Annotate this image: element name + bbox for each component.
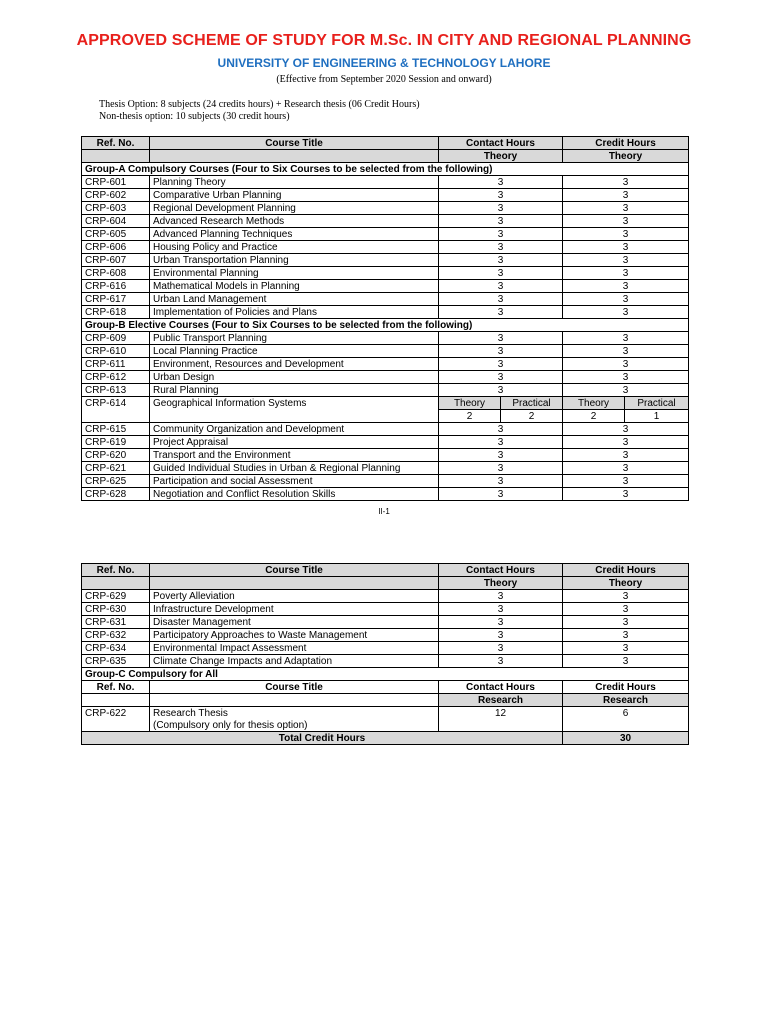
course-contact-hours: 3: [439, 423, 563, 436]
course-contact-hours: 3: [439, 371, 563, 384]
course-row: [82, 642, 689, 655]
course-title: Project Appraisal: [150, 436, 439, 449]
course-row: [82, 280, 689, 293]
course-ref: CRP-635: [82, 655, 150, 668]
course-title: Climate Change Impacts and Adaptation: [150, 655, 439, 668]
course-credit-hours: 3: [563, 189, 689, 202]
course-ref: CRP-616: [82, 280, 150, 293]
course-title: Environmental Impact Assessment: [150, 642, 439, 655]
contact-theory-value: 2: [439, 410, 501, 423]
course-contact-hours: 3: [439, 176, 563, 189]
course-row: [82, 189, 689, 202]
course-title: Urban Transportation Planning: [150, 254, 439, 267]
course-title: Planning Theory: [150, 176, 439, 189]
course-row: [82, 358, 689, 371]
credit-theory-label: Theory: [563, 397, 625, 410]
course-ref: CRP-634: [82, 642, 150, 655]
thesis-contact: 12: [439, 707, 563, 720]
course-ref: CRP-608: [82, 267, 150, 280]
course-title: Advanced Research Methods: [150, 215, 439, 228]
contact-practical-label: Practical: [501, 397, 563, 410]
header-credit-theory: Theory: [563, 150, 689, 163]
course-ref: CRP-613: [82, 384, 150, 397]
course-credit-hours: 3: [563, 590, 689, 603]
course-credit-hours: 3: [563, 384, 689, 397]
header-contact-theory: Theory: [439, 150, 563, 163]
course-ref: CRP-615: [82, 423, 150, 436]
groupc-sub-credit-research: Research: [563, 694, 689, 707]
contact-practical-value: 2: [501, 410, 563, 423]
course-ref: CRP-631: [82, 616, 150, 629]
course-ref: CRP-611: [82, 358, 150, 371]
thesis-note-blank-contact: [439, 719, 563, 732]
credit-practical-value: 1: [625, 410, 689, 423]
header-contact-hours: Contact Hours: [439, 137, 563, 150]
course-ref: CRP-614: [82, 397, 150, 410]
course-credit-hours: 3: [563, 215, 689, 228]
course-credit-hours: 3: [563, 202, 689, 215]
course-ref: CRP-628: [82, 488, 150, 501]
course-row: [82, 332, 689, 345]
course-row: [82, 254, 689, 267]
course-title: Guided Individual Studies in Urban & Regional Planning: [150, 462, 439, 475]
thesis-option-text: Thesis Option: 8 subjects (24 credits hours) + Research thesis (06 Credit Hours): [99, 99, 420, 110]
course-row: [82, 293, 689, 306]
courses-table-1: [81, 136, 689, 501]
course-credit-hours: 3: [563, 280, 689, 293]
course-title: Advanced Planning Techniques: [150, 228, 439, 241]
groupc-sub-blank-title: [150, 694, 439, 707]
course-contact-hours: 3: [439, 655, 563, 668]
course-title: Regional Development Planning: [150, 202, 439, 215]
course-row: [82, 306, 689, 319]
course-title: Local Planning Practice: [150, 345, 439, 358]
header-title-blank: [150, 150, 439, 163]
course-ref: CRP-605: [82, 228, 150, 241]
course-title: Poverty Alleviation: [150, 590, 439, 603]
course-row: [82, 475, 689, 488]
groupc-sub-blank-ref: [82, 694, 150, 707]
course-row: [82, 267, 689, 280]
course-title: Environmental Planning: [150, 267, 439, 280]
course-credit-hours: 3: [563, 629, 689, 642]
course-row: [82, 176, 689, 189]
header-ref-blank: [82, 150, 150, 163]
groupc-header-ref: Ref. No.: [82, 681, 150, 694]
course-row: [82, 436, 689, 449]
course-row: [82, 462, 689, 475]
course-credit-hours: 3: [563, 449, 689, 462]
course-credit-hours: 3: [563, 332, 689, 345]
group-a-heading: Group-A Compulsory Courses (Four to Six Courses to be selected from the following): [82, 163, 563, 176]
course-contact-hours: 3: [439, 462, 563, 475]
course-contact-hours: 3: [439, 228, 563, 241]
split-blank-title: [150, 410, 439, 423]
header-title: Course Title: [150, 137, 439, 150]
course-ref: CRP-612: [82, 371, 150, 384]
total-credit-value: 30: [563, 732, 689, 745]
course-contact-hours: 3: [439, 590, 563, 603]
course-title: Participatory Approaches to Waste Management: [150, 629, 439, 642]
group-c-heading-filler: [563, 668, 689, 681]
page-number: II-1: [378, 507, 390, 516]
course-row: [82, 603, 689, 616]
course-row: [82, 202, 689, 215]
course-title: Implementation of Policies and Plans: [150, 306, 439, 319]
course-row: [82, 488, 689, 501]
group-b-heading: Group-B Elective Courses (Four to Six Courses to be selected from the following): [82, 319, 563, 332]
course-ref: CRP-607: [82, 254, 150, 267]
course-row: [82, 423, 689, 436]
course-contact-hours: 3: [439, 384, 563, 397]
course-ref: CRP-606: [82, 241, 150, 254]
course-credit-hours: 3: [563, 642, 689, 655]
groupc-header-contact: Contact Hours: [439, 681, 563, 694]
course-contact-hours: 3: [439, 345, 563, 358]
course-contact-hours: 3: [439, 306, 563, 319]
course-ref: CRP-602: [82, 189, 150, 202]
course-credit-hours: 3: [563, 254, 689, 267]
course-title: Rural Planning: [150, 384, 439, 397]
course-contact-hours: 3: [439, 189, 563, 202]
course-ref: CRP-620: [82, 449, 150, 462]
course-title: Community Organization and Development: [150, 423, 439, 436]
groupc-sub-contact-research: Research: [439, 694, 563, 707]
course-contact-hours: 3: [439, 488, 563, 501]
course-contact-hours: 3: [439, 358, 563, 371]
course-row: [82, 371, 689, 384]
course-credit-hours: 3: [563, 176, 689, 189]
groupc-header-title: Course Title: [150, 681, 439, 694]
course-contact-hours: 3: [439, 629, 563, 642]
course-credit-hours: 3: [563, 228, 689, 241]
course-ref: CRP-619: [82, 436, 150, 449]
university-name: UNIVERSITY OF ENGINEERING & TECHNOLOGY LAHORE: [217, 56, 551, 70]
course-contact-hours: 3: [439, 436, 563, 449]
course-ref: CRP-610: [82, 345, 150, 358]
course-ref: CRP-632: [82, 629, 150, 642]
header-credit-theory: Theory: [563, 577, 689, 590]
course-credit-hours: 3: [563, 488, 689, 501]
course-row: [82, 655, 689, 668]
header-ref: Ref. No.: [82, 137, 150, 150]
course-contact-hours: 3: [439, 254, 563, 267]
thesis-note: (Compulsory only for thesis option): [150, 719, 439, 732]
groupc-header-credit: Credit Hours: [563, 681, 689, 694]
course-contact-hours: 3: [439, 241, 563, 254]
header-ref: Ref. No.: [82, 564, 150, 577]
thesis-ref: CRP-622: [82, 707, 150, 720]
course-ref: CRP-617: [82, 293, 150, 306]
course-contact-hours: 3: [439, 267, 563, 280]
credit-practical-label: Practical: [625, 397, 689, 410]
course-row-split-values: [82, 410, 689, 423]
course-contact-hours: 3: [439, 332, 563, 345]
course-ref: CRP-625: [82, 475, 150, 488]
header-title: Course Title: [150, 564, 439, 577]
courses-table-2: [81, 563, 689, 745]
course-title: Participation and social Assessment: [150, 475, 439, 488]
course-title: Mathematical Models in Planning: [150, 280, 439, 293]
course-title: Urban Design: [150, 371, 439, 384]
course-credit-hours: 3: [563, 603, 689, 616]
course-ref: CRP-630: [82, 603, 150, 616]
course-row: [82, 228, 689, 241]
split-blank-ref: [82, 410, 150, 423]
course-ref: CRP-609: [82, 332, 150, 345]
course-contact-hours: 3: [439, 215, 563, 228]
course-credit-hours: 3: [563, 655, 689, 668]
course-title: Environment, Resources and Development: [150, 358, 439, 371]
credit-theory-value: 2: [563, 410, 625, 423]
thesis-note-blank-credit: [563, 719, 689, 732]
course-credit-hours: 3: [563, 345, 689, 358]
course-contact-hours: 3: [439, 280, 563, 293]
course-credit-hours: 3: [563, 358, 689, 371]
course-credit-hours: 3: [563, 371, 689, 384]
group-c-heading: Group-C Compulsory for All: [82, 668, 563, 681]
course-ref: CRP-604: [82, 215, 150, 228]
course-ref: CRP-621: [82, 462, 150, 475]
course-contact-hours: 3: [439, 475, 563, 488]
header-ref-blank: [82, 577, 150, 590]
document-title: APPROVED SCHEME OF STUDY FOR M.Sc. IN CITY AND REGIONAL PLANNING: [76, 32, 692, 49]
course-row: [82, 616, 689, 629]
header-credit-hours: Credit Hours: [563, 564, 689, 577]
course-contact-hours: 3: [439, 449, 563, 462]
header-title-blank: [150, 577, 439, 590]
course-credit-hours: 3: [563, 241, 689, 254]
course-contact-hours: 3: [439, 202, 563, 215]
course-title: Disaster Management: [150, 616, 439, 629]
course-contact-hours: 3: [439, 642, 563, 655]
course-contact-hours: 3: [439, 293, 563, 306]
nonthesis-option-text: Non-thesis option: 10 subjects (30 credit hours): [99, 111, 290, 122]
course-row: [82, 449, 689, 462]
course-contact-hours: 3: [439, 603, 563, 616]
course-contact-hours: 3: [439, 616, 563, 629]
course-title: Urban Land Management: [150, 293, 439, 306]
course-credit-hours: 3: [563, 462, 689, 475]
course-title: Housing Policy and Practice: [150, 241, 439, 254]
total-credit-label: Total Credit Hours: [82, 732, 563, 745]
course-row: [82, 590, 689, 603]
course-ref: CRP-629: [82, 590, 150, 603]
course-row: [82, 241, 689, 254]
thesis-note-blank-ref: [82, 719, 150, 732]
group-b-heading-filler: [563, 319, 689, 332]
course-title: Transport and the Environment: [150, 449, 439, 462]
course-row: [82, 345, 689, 358]
contact-theory-label: Theory: [439, 397, 501, 410]
course-credit-hours: 3: [563, 306, 689, 319]
course-credit-hours: 3: [563, 616, 689, 629]
header-contact-hours: Contact Hours: [439, 564, 563, 577]
course-credit-hours: 3: [563, 436, 689, 449]
course-credit-hours: 3: [563, 475, 689, 488]
course-title: Negotiation and Conflict Resolution Skills: [150, 488, 439, 501]
thesis-title: Research Thesis: [150, 707, 439, 720]
thesis-credit: 6: [563, 707, 689, 720]
course-credit-hours: 3: [563, 267, 689, 280]
course-row: [82, 629, 689, 642]
course-row-split: [82, 397, 689, 410]
effective-note: (Effective from September 2020 Session and onward): [276, 74, 492, 85]
course-title: Geographical Information Systems: [150, 397, 439, 410]
course-title: Public Transport Planning: [150, 332, 439, 345]
header-credit-hours: Credit Hours: [563, 137, 689, 150]
header-contact-theory: Theory: [439, 577, 563, 590]
course-row: [82, 215, 689, 228]
group-a-heading-filler: [563, 163, 689, 176]
course-title: Comparative Urban Planning: [150, 189, 439, 202]
course-row: [82, 384, 689, 397]
course-credit-hours: 3: [563, 293, 689, 306]
course-ref: CRP-603: [82, 202, 150, 215]
course-title: Infrastructure Development: [150, 603, 439, 616]
course-ref: CRP-618: [82, 306, 150, 319]
course-ref: CRP-601: [82, 176, 150, 189]
course-credit-hours: 3: [563, 423, 689, 436]
